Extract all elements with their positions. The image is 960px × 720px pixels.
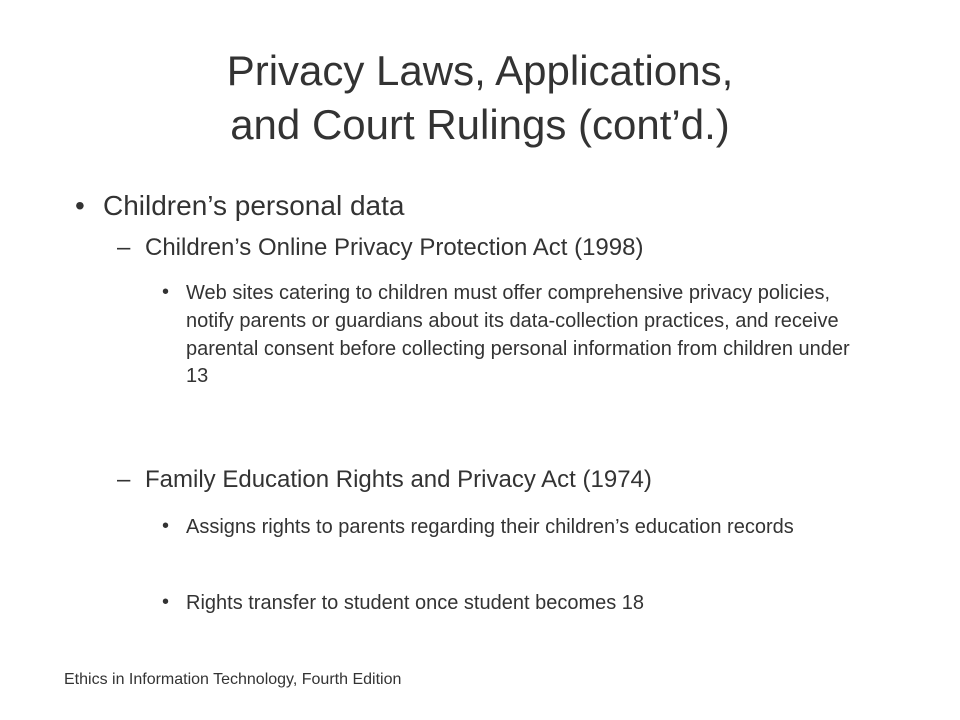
title-line-2: and Court Rulings (cont’d.) [230,101,730,148]
title-line-1: Privacy Laws, Applications, [226,47,734,94]
dash-marker: – [117,466,131,493]
detail-text: Web sites catering to children must offer comprehensive privacy policies, notify parents or guardians about its data-collection practices, and receive parental consent before collecting personal information from children under 13 [186,282,850,388]
bullet-marker: • [75,190,85,221]
footer-text: Ethics in Information Technology, Fourth Edition [64,671,402,688]
bullet-marker: • [162,515,170,537]
subbullet-text: Family Education Rights and Privacy Act (1974) [145,466,652,493]
bullet-text: Children’s personal data [103,190,405,221]
bullet-marker: • [162,591,170,613]
bullet-marker: • [162,281,170,303]
dash-marker: – [117,234,131,261]
detail-text: Assigns rights to parents regarding their children’s education records [186,516,794,538]
detail-text: Rights transfer to student once student becomes 18 [186,592,645,614]
slide-title [60,44,900,152]
subbullet-text: Children’s Online Privacy Protection Act (1998) [145,234,644,261]
